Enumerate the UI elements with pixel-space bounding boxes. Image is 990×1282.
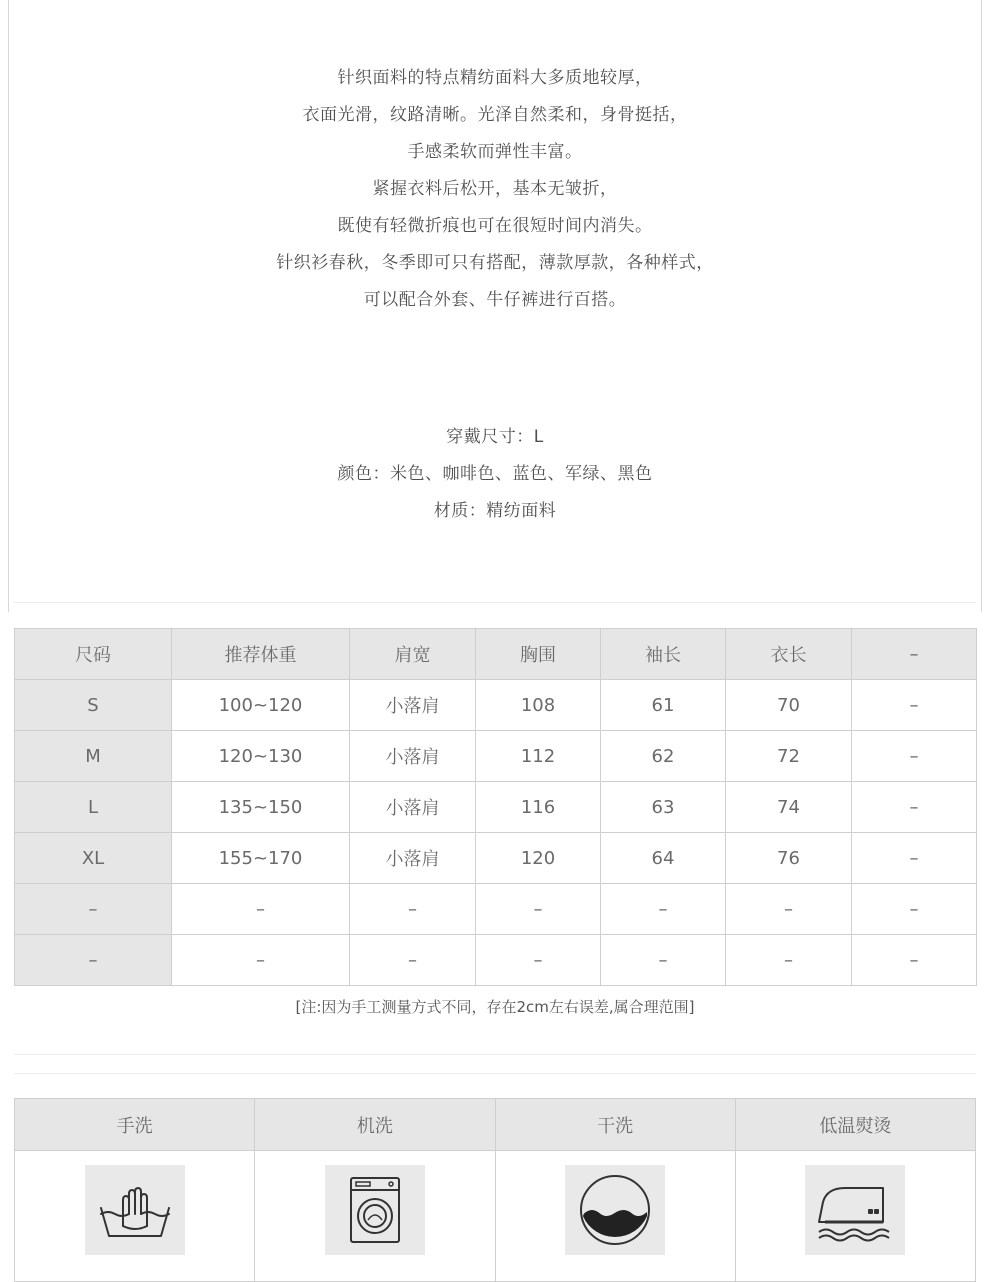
table-cell: 112 xyxy=(476,731,601,782)
table-row xyxy=(15,884,977,935)
table-cell: – xyxy=(852,833,977,884)
care-label-dry-clean: 干洗 xyxy=(495,1099,735,1151)
table-row xyxy=(15,782,977,833)
table-cell: 小落肩 xyxy=(350,680,476,731)
table-cell: – xyxy=(852,731,977,782)
care-label-hand-wash: 手洗 xyxy=(15,1099,255,1151)
description-line: 针织面料的特点精纺面料大多质地较厚， xyxy=(337,68,653,88)
table-cell: M xyxy=(15,731,172,782)
size-table xyxy=(14,628,977,986)
table-cell: 116 xyxy=(476,782,601,833)
section-divider xyxy=(14,602,976,603)
fabric-description xyxy=(0,60,990,319)
spec-size: 穿戴尺寸：L xyxy=(446,427,544,447)
description-line: 可以配合外套、牛仔裤进行百搭。 xyxy=(363,290,627,310)
table-cell: XL xyxy=(15,833,172,884)
care-label-iron: 低温熨烫 xyxy=(735,1099,975,1151)
spec-colors: 颜色：米色、咖啡色、蓝色、军绿、黑色 xyxy=(337,464,653,484)
table-cell: 72 xyxy=(726,731,852,782)
product-spec xyxy=(0,419,990,530)
table-cell: – xyxy=(852,680,977,731)
spec-material: 材质：精纺面料 xyxy=(433,501,557,521)
table-cell: 62 xyxy=(601,731,726,782)
table-cell: 63 xyxy=(601,782,726,833)
table-row xyxy=(15,731,977,782)
care-icon-row xyxy=(15,1151,976,1282)
table-cell: – xyxy=(15,935,172,986)
table-cell: 120~130 xyxy=(172,731,350,782)
description-line: 针织衫春秋，冬季即可只有搭配，薄款厚款，各种样式， xyxy=(276,253,714,273)
care-cell xyxy=(255,1151,495,1282)
care-cell xyxy=(495,1151,735,1282)
table-cell: – xyxy=(172,935,350,986)
care-cell xyxy=(15,1151,255,1282)
table-cell: 小落肩 xyxy=(350,731,476,782)
table-cell: – xyxy=(350,884,476,935)
table-cell: – xyxy=(726,935,852,986)
table-cell: 76 xyxy=(726,833,852,884)
care-table xyxy=(14,1098,976,1282)
table-cell: 小落肩 xyxy=(350,782,476,833)
table-cell: 小落肩 xyxy=(350,833,476,884)
table-cell: – xyxy=(350,935,476,986)
hand-wash-icon xyxy=(85,1165,185,1255)
table-cell: 108 xyxy=(476,680,601,731)
description-line: 衣面光滑，纹路清晰。光泽自然柔和，身骨挺括， xyxy=(302,105,688,125)
table-cell: 74 xyxy=(726,782,852,833)
description-line: 紧握衣料后松开，基本无皱折， xyxy=(372,179,618,199)
table-cell: 61 xyxy=(601,680,726,731)
low-temp-iron-icon xyxy=(805,1165,905,1255)
section-divider xyxy=(14,1073,976,1074)
description-line: 手感柔软而弹性丰富。 xyxy=(407,142,583,162)
measurement-note: [注:因为手工测量方式不同，存在2cm左右误差,属合理范围] xyxy=(295,998,695,1016)
table-cell: – xyxy=(852,782,977,833)
table-cell: – xyxy=(852,884,977,935)
header-size: 尺码 xyxy=(15,629,172,680)
table-cell: – xyxy=(852,935,977,986)
care-header-row xyxy=(15,1099,976,1151)
table-cell: S xyxy=(15,680,172,731)
table-cell: – xyxy=(601,935,726,986)
table-cell: – xyxy=(601,884,726,935)
section-divider xyxy=(14,1054,976,1055)
table-row xyxy=(15,680,977,731)
table-cell: L xyxy=(15,782,172,833)
table-cell: 70 xyxy=(726,680,852,731)
table-cell: – xyxy=(726,884,852,935)
header-length: 衣长 xyxy=(726,629,852,680)
machine-wash-icon xyxy=(325,1165,425,1255)
table-cell: 120 xyxy=(476,833,601,884)
size-table-header xyxy=(15,629,977,680)
table-cell: 155~170 xyxy=(172,833,350,884)
table-cell: 64 xyxy=(601,833,726,884)
description-line: 既使有轻微折痕也可在很短时间内消失。 xyxy=(337,216,653,236)
table-cell: 135~150 xyxy=(172,782,350,833)
header-sleeve: 袖长 xyxy=(601,629,726,680)
header-extra: – xyxy=(852,629,977,680)
dry-clean-icon xyxy=(565,1165,665,1255)
table-cell: – xyxy=(476,884,601,935)
table-cell: – xyxy=(172,884,350,935)
care-cell xyxy=(735,1151,975,1282)
table-cell: 100~120 xyxy=(172,680,350,731)
header-weight: 推荐体重 xyxy=(172,629,350,680)
table-row xyxy=(15,833,977,884)
header-shoulder: 肩宽 xyxy=(350,629,476,680)
table-row xyxy=(15,935,977,986)
table-cell: – xyxy=(476,935,601,986)
care-label-machine-wash: 机洗 xyxy=(255,1099,495,1151)
header-chest: 胸围 xyxy=(476,629,601,680)
table-cell: – xyxy=(15,884,172,935)
